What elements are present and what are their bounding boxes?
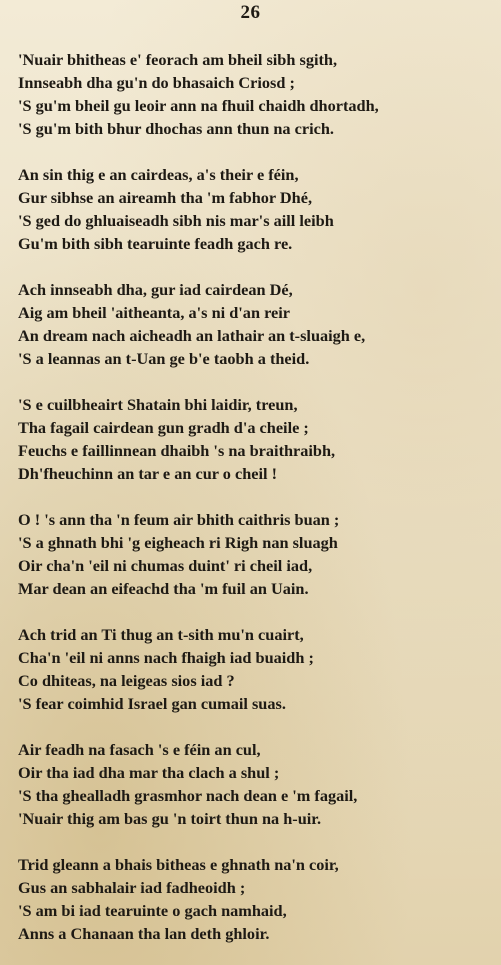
poem-line: Ach trid an Ti thug an t-sith mu'n cuairt, — [18, 625, 304, 644]
stanza — [18, 853, 496, 945]
poem-line: 'S fear coimhid Israel gan cumail suas. — [18, 694, 286, 713]
poem-line: 'S e cuilbheairt Shatain bhi laidir, treun, — [18, 395, 298, 414]
poem-line: 'S tha ghealladh grasmhor nach dean e 'm fagail, — [18, 786, 358, 805]
poem-line: Gu'm bith sibh tearuinte feadh gach re. — [18, 234, 293, 253]
poem-line: Gus an sabhalair iad fadheoidh ; — [18, 878, 246, 897]
poem-line: 'S a ghnath bhi 'g eigheach ri Righ nan sluagh — [18, 533, 338, 552]
poem-line: Tha fagail cairdean gun gradh d'a cheile ; — [18, 418, 309, 437]
poem-line: Air feadh na fasach 's e féin an cul, — [18, 740, 261, 759]
poem-line: Dh'fheuchinn an tar e an cur o cheil ! — [18, 464, 278, 483]
poem-line: Oir tha iad dha mar tha clach a shul ; — [18, 763, 280, 782]
poem-line: An sin thig e an cairdeas, a's their e féin, — [18, 165, 299, 184]
poem-line: 'S am bi iad tearuinte o gach namhaid, — [18, 901, 287, 920]
poem-line: Trid gleann a bhais bitheas e ghnath na'n coir, — [18, 855, 339, 874]
poem-line: 'Nuair thig am bas gu 'n toirt thun na h-uir. — [18, 809, 322, 828]
page-number: 26 — [240, 2, 261, 23]
stanza — [18, 393, 496, 485]
poem-line: 'S a leannas an t-Uan ge b'e taobh a theid. — [18, 349, 310, 368]
poem-line: Feuchs e faillinnean dhaibh 's na braithraibh, — [18, 441, 336, 460]
poem-line: Aig am bheil 'aitheanta, a's ni d'an reir — [18, 303, 290, 322]
stanza — [18, 738, 496, 830]
poem-line: O ! 's ann tha 'n feum air bhith caithris buan ; — [18, 510, 340, 529]
poem-line: Cha'n 'eil ni anns nach fhaigh iad buaidh ; — [18, 648, 314, 667]
poem-line: 'S ged do ghluaiseadh sibh nis mar's aill leibh — [18, 211, 334, 230]
poem-line: Mar dean an eifeachd tha 'm fuil an Uain. — [18, 579, 309, 598]
stanza — [18, 508, 496, 600]
stanza — [18, 278, 496, 370]
poem-line: 'S gu'm bheil gu leoir ann na fhuil chaidh dhortadh, — [18, 96, 379, 115]
poem-line: Co dhiteas, na leigeas sios iad ? — [18, 671, 235, 690]
poem-line: 'S gu'm bith bhur dhochas ann thun na crich. — [18, 119, 334, 138]
poem-line: Gur sibhse an aireamh tha 'm fabhor Dhé, — [18, 188, 313, 207]
stanza — [18, 163, 496, 255]
poem-line: Anns a Chanaan tha lan deth ghloir. — [18, 924, 270, 943]
poem-line: 'Nuair bhitheas e' feorach am bheil sibh sgith, — [18, 50, 338, 69]
poem-line: Ach innseabh dha, gur iad cairdean Dé, — [18, 280, 293, 299]
poem-line: Innseabh dha gu'n do bhasaich Criosd ; — [18, 73, 295, 92]
stanza — [18, 623, 496, 715]
poem — [18, 48, 496, 965]
poem-line: Oir cha'n 'eil ni chumas duint' ri cheil iad, — [18, 556, 313, 575]
stanza — [18, 48, 496, 140]
poem-line: An dream nach aicheadh an lathair an t-sluaigh e, — [18, 326, 366, 345]
